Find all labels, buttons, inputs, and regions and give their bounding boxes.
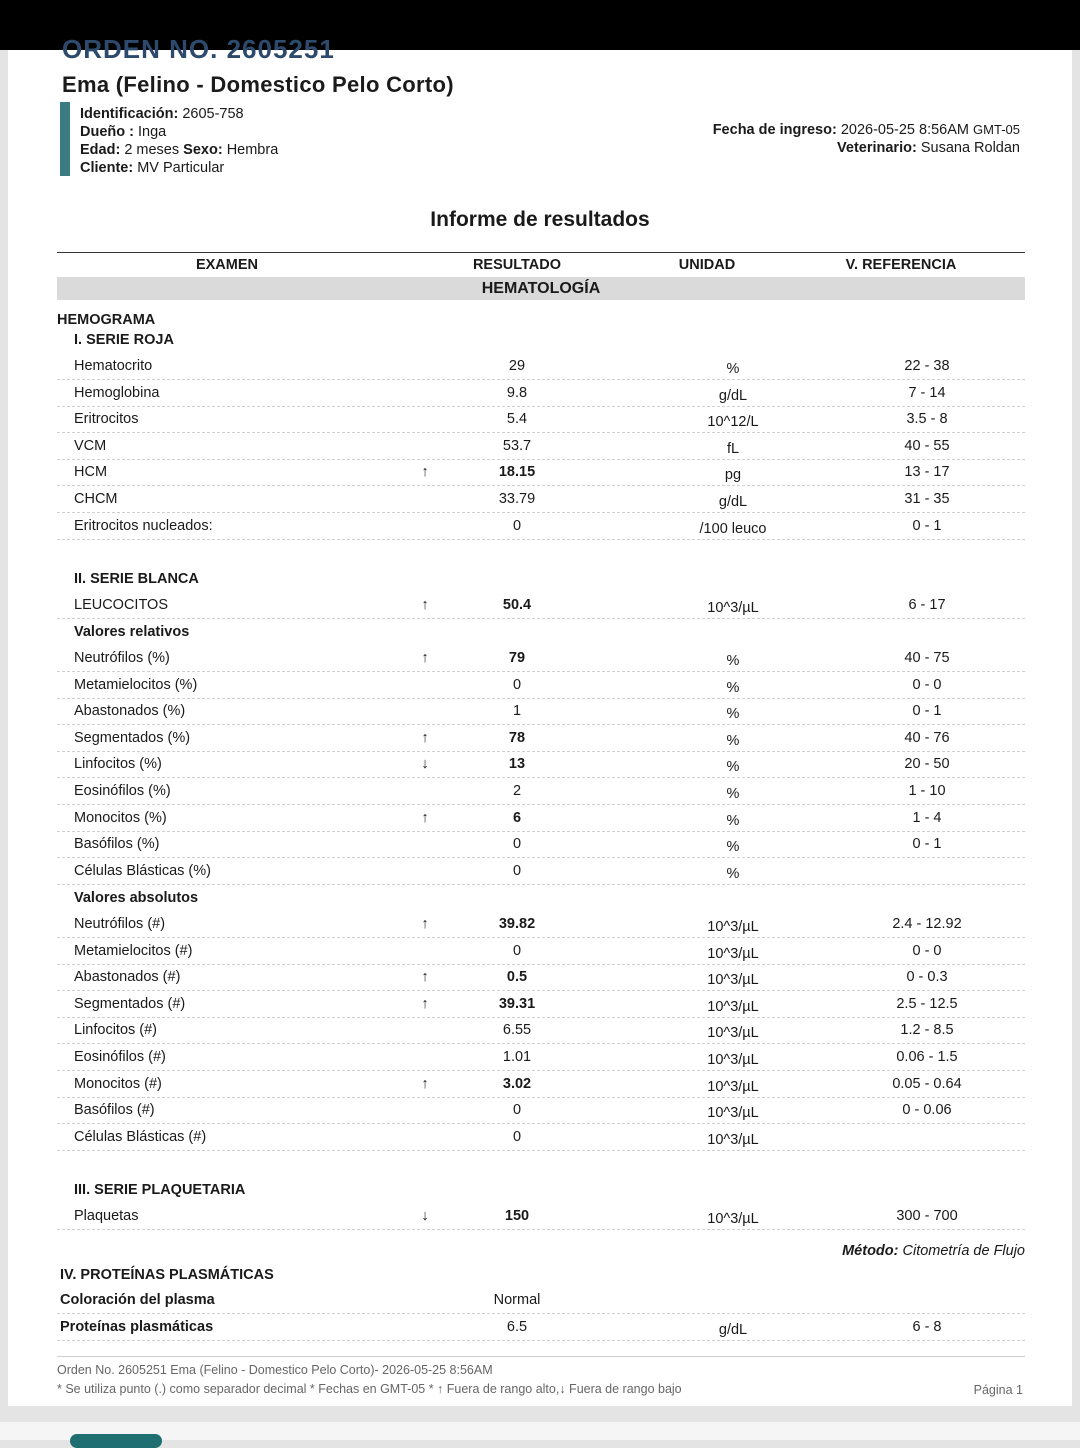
result-value: 79 (508, 650, 526, 666)
unit-value: pg (724, 467, 742, 484)
table-row (57, 380, 1025, 407)
result-value: 29 (508, 358, 526, 374)
page-number: Página 1 (973, 1383, 1023, 1397)
table-row (57, 964, 1025, 991)
footer-order: Orden No. 2605251 Ema (Felino - Domestico Pelo Corto)- 2026-05-25 8:56AM (57, 1363, 493, 1377)
unit-value: % (726, 839, 740, 856)
date-tz: GMT-05 (973, 122, 1020, 137)
serie-plaquetaria-title: III. SERIE PLAQUETARIA (74, 1182, 246, 1198)
exam-name: Coloración del plasma (60, 1292, 215, 1308)
order-number-cut: ORDEN NO. 2605251 (62, 34, 335, 64)
unit-value: 10^3/µL (707, 1025, 759, 1042)
exam-name: Abastonados (#) (74, 969, 181, 986)
id-value: 2605-758 (182, 106, 244, 122)
range-flag: ↑ (421, 809, 429, 826)
result-value: 6.55 (502, 1022, 532, 1039)
range-flag: ↑ (421, 650, 429, 666)
reference-range: 40 - 55 (904, 437, 950, 454)
result-value: 78 (508, 729, 526, 746)
table-row (57, 698, 1025, 725)
range-flag: ↑ (421, 597, 429, 613)
reference-range: 2.5 - 12.5 (896, 995, 958, 1012)
table-row (57, 1044, 1025, 1071)
exam-name: Células Blásticas (%) (74, 862, 211, 879)
reference-range: 0 - 0 (912, 676, 942, 693)
result-value: 3.02 (502, 1075, 532, 1092)
result-value: 39.31 (498, 995, 536, 1012)
range-flag: ↑ (421, 1075, 429, 1092)
range-flag: ↑ (421, 995, 429, 1012)
table-row (57, 672, 1025, 699)
reference-range: 0.05 - 0.64 (892, 1075, 962, 1092)
exam-name: Eritrocitos nucleados: (74, 517, 213, 534)
sex-label: Sexo: (183, 142, 223, 158)
table-row (57, 645, 1025, 672)
exam-name: Segmentados (#) (74, 995, 186, 1012)
hemograma-label: HEMOGRAMA (57, 312, 156, 328)
reference-range: 20 - 50 (904, 756, 950, 773)
patient-name: Ema (Felino - Domestico Pelo Corto) (62, 72, 454, 97)
exam-name: Basófilos (%) (74, 836, 160, 853)
reference-range: 1.2 - 8.5 (900, 1022, 954, 1039)
result-value: 50.4 (502, 597, 532, 613)
result-value: 0 (512, 676, 522, 693)
exam-name: Monocitos (%) (74, 809, 167, 826)
range-flag: ↓ (421, 756, 429, 773)
result-value: Normal (493, 1292, 541, 1308)
table-row (57, 1314, 1025, 1341)
table-row (57, 751, 1025, 778)
exam-name: HCM (74, 464, 108, 481)
exam-name: Hemoglobina (74, 384, 160, 401)
table-row (57, 1203, 1025, 1230)
result-value: 150 (504, 1208, 530, 1224)
unit-value: 10^3/µL (707, 1105, 759, 1122)
exam-name: Hematocrito (74, 358, 153, 374)
result-value: 0 (512, 1102, 522, 1119)
result-value: 0 (512, 836, 522, 853)
unit-value: g/dL (718, 387, 748, 404)
reference-range: 40 - 75 (904, 650, 950, 666)
absolute-values-label: Valores absolutos (74, 890, 199, 906)
result-value: 0 (512, 1128, 522, 1145)
sex-value: Hembra (226, 142, 279, 158)
unit-value: 10^3/µL (707, 1131, 759, 1148)
exam-name: Eritrocitos (74, 411, 139, 428)
reference-range: 300 - 700 (896, 1208, 958, 1224)
client-label: Cliente: (80, 160, 134, 176)
table-row (57, 353, 1025, 380)
table-row (57, 805, 1025, 832)
reference-range: 0 - 1 (912, 517, 942, 534)
table-row (57, 433, 1025, 460)
result-value: 0 (512, 517, 522, 534)
unit-value: % (726, 865, 740, 882)
reference-range: 22 - 38 (904, 358, 950, 374)
table-row (57, 513, 1025, 540)
range-flag: ↑ (421, 464, 429, 481)
unit-value: % (726, 759, 740, 776)
unit-value: 10^12/L (707, 414, 759, 431)
exam-name: Monocitos (#) (74, 1075, 162, 1092)
footer-notes: * Se utiliza punto (.) como separador decimal * Fechas en GMT-05 * ↑ Fuera de rango alto,↓ Fuera de rango bajo (57, 1382, 682, 1396)
exam-name: Metamielocitos (%) (74, 676, 198, 693)
date-label: Fecha de ingreso: (712, 122, 837, 138)
reference-range: 1 - 4 (912, 809, 942, 826)
reference-range: 0 - 1 (912, 703, 942, 720)
reference-range: 1 - 10 (908, 783, 946, 799)
reference-range: 0.06 - 1.5 (896, 1049, 958, 1065)
results-table (57, 252, 1025, 1338)
unit-value: % (726, 732, 740, 749)
table-header (57, 252, 1025, 277)
table-row (57, 1124, 1025, 1151)
unit-value: % (726, 706, 740, 723)
section-hematologia: HEMATOLOGÍA (57, 277, 1025, 300)
next-page-strip (0, 1422, 1080, 1440)
proteinas-title: IV. PROTEÍNAS PLASMÁTICAS (60, 1267, 274, 1283)
unit-value: 10^3/µL (707, 1078, 759, 1095)
exam-name: Abastonados (%) (74, 703, 186, 720)
reference-range: 13 - 17 (904, 464, 950, 481)
table-row (57, 911, 1025, 938)
serie-roja-title: I. SERIE ROJA (74, 332, 174, 348)
exam-name: Eosinófilos (%) (74, 783, 171, 799)
admission-info (713, 121, 1020, 157)
serie-blanca-title: II. SERIE BLANCA (74, 571, 199, 587)
result-value: 5.4 (506, 411, 528, 428)
table-row (57, 991, 1025, 1018)
unit-value: % (726, 679, 740, 696)
table-row (57, 1097, 1025, 1124)
report-title: Informe de resultados (430, 208, 650, 231)
table-row (57, 1287, 1025, 1314)
exam-name: Basófilos (#) (74, 1102, 155, 1119)
unit-value: 10^3/µL (707, 600, 759, 616)
result-value: 2 (512, 783, 522, 799)
vet-value: Susana Roldan (920, 140, 1020, 156)
result-value: 6 (512, 809, 522, 826)
result-value: 1 (512, 703, 522, 720)
unit-value: fL (726, 440, 740, 457)
result-value: 39.82 (498, 916, 536, 932)
method-note (842, 1243, 1025, 1259)
table-row (57, 486, 1025, 513)
next-page-pill (70, 1434, 162, 1448)
table-row (57, 1017, 1025, 1044)
exam-name: Linfocitos (#) (74, 1022, 158, 1039)
reference-range: 0 - 1 (912, 836, 942, 853)
vet-label: Veterinario: (837, 140, 917, 156)
table-row (57, 778, 1025, 805)
exam-name: Neutrófilos (%) (74, 650, 170, 666)
unit-value: 10^3/µL (707, 998, 759, 1015)
table-row (57, 1071, 1025, 1098)
result-value: 53.7 (502, 437, 532, 454)
exam-name: Linfocitos (%) (74, 756, 162, 773)
exam-name: Células Blásticas (#) (74, 1128, 207, 1145)
table-row (57, 938, 1025, 965)
age-label: Edad: (80, 142, 121, 158)
result-value: 9.8 (506, 384, 528, 401)
result-value: 0 (512, 942, 522, 959)
owner-value: Inga (138, 124, 167, 140)
id-label: Identificación: (80, 106, 179, 122)
reference-range: 6 - 17 (908, 597, 946, 613)
info-accent-bar (60, 102, 70, 176)
range-flag: ↑ (421, 969, 429, 986)
unit-value: 10^3/µL (707, 972, 759, 989)
unit-value: 10^3/µL (707, 919, 759, 935)
table-row (57, 858, 1025, 885)
unit-value: g/dL (718, 1322, 748, 1338)
exam-name: Metamielocitos (#) (74, 942, 193, 959)
result-value: 0 (512, 862, 522, 879)
exam-name: CHCM (74, 491, 118, 507)
result-value: 33.79 (498, 491, 536, 507)
range-flag: ↓ (421, 1208, 429, 1224)
exam-name: VCM (74, 437, 107, 454)
unit-value: % (726, 786, 740, 802)
table-row (57, 459, 1025, 486)
col-unit: UNIDAD (678, 257, 736, 273)
result-value: 18.15 (498, 464, 536, 481)
reference-range: 3.5 - 8 (906, 411, 948, 428)
exam-name: LEUCOCITOS (74, 597, 169, 613)
reference-range: 0 - 0.06 (902, 1102, 952, 1119)
range-flag: ↑ (421, 729, 429, 746)
result-value: 6.5 (506, 1319, 528, 1335)
report-page (8, 34, 1072, 1406)
exam-name: Plaquetas (74, 1208, 139, 1224)
reference-range: 0 - 0.3 (906, 969, 948, 986)
unit-value: % (726, 361, 740, 377)
client-value: MV Particular (137, 160, 225, 176)
result-value: 0.5 (506, 969, 528, 986)
unit-value: /100 leuco (699, 520, 767, 537)
reference-range: 40 - 76 (904, 729, 950, 746)
unit-value: % (726, 812, 740, 829)
col-exam: EXAMEN (195, 257, 259, 273)
exam-name: Eosinófilos (#) (74, 1049, 166, 1065)
method-value: Citometría de Flujo (902, 1243, 1025, 1259)
col-result: RESULTADO (472, 257, 562, 273)
unit-value: 10^3/µL (707, 1211, 759, 1227)
exam-name: Segmentados (%) (74, 729, 191, 746)
unit-value: % (726, 653, 740, 669)
table-row (57, 406, 1025, 433)
reference-range: 0 - 0 (912, 942, 942, 959)
table-row (57, 831, 1025, 858)
reference-range: 2.4 - 12.92 (892, 916, 962, 932)
unit-value: 10^3/µL (707, 945, 759, 962)
footer-divider (57, 1356, 1025, 1357)
range-flag: ↑ (421, 916, 429, 932)
result-value: 1.01 (502, 1049, 532, 1065)
reference-range: 7 - 14 (908, 384, 946, 401)
age-value: 2 meses (124, 142, 180, 158)
exam-name: Proteínas plasmáticas (60, 1319, 214, 1335)
method-label: Método: (842, 1243, 899, 1259)
patient-info (80, 105, 278, 177)
table-row-leucocitos (57, 592, 1025, 619)
result-value: 13 (508, 756, 526, 773)
relative-values-label: Valores relativos (74, 624, 190, 640)
date-value: 2026-05-25 8:56AM (840, 122, 969, 138)
col-ref: V. REFERENCIA (845, 257, 957, 273)
table-row (57, 725, 1025, 752)
reference-range: 31 - 35 (904, 491, 950, 507)
owner-label: Dueño : (80, 124, 134, 140)
unit-value: 10^3/µL (707, 1052, 759, 1068)
unit-value: g/dL (718, 494, 748, 510)
exam-name: Neutrófilos (#) (74, 916, 166, 932)
reference-range: 6 - 8 (912, 1319, 942, 1335)
